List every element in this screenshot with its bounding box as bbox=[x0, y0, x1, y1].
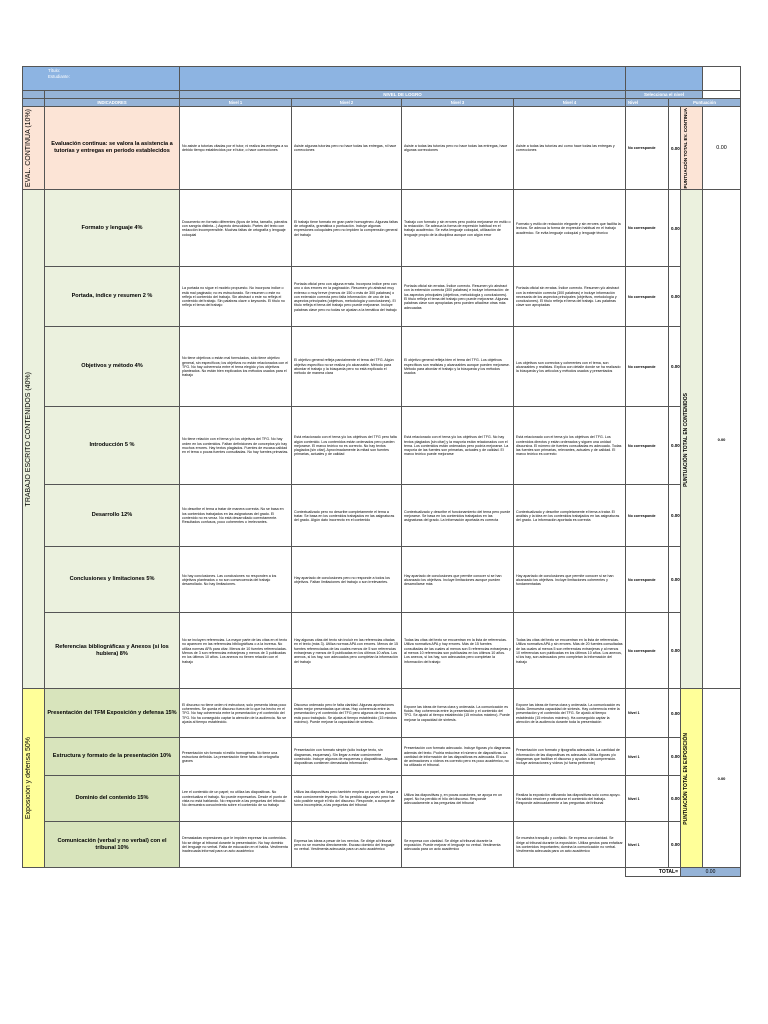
title-student-cell bbox=[23, 67, 180, 91]
level-select[interactable]: No corresponde bbox=[626, 485, 669, 547]
indicadores-header: INDICADORES bbox=[45, 99, 180, 107]
total-eval-label-cell bbox=[681, 107, 703, 190]
criterion-cell: Portada, índice y resumen 2 % bbox=[45, 267, 180, 327]
total-exposicion-value: 0.00 bbox=[703, 689, 741, 868]
criterion-cell: Presentación del TFM Exposición y defensa 15% bbox=[45, 689, 180, 738]
criterion-cell: Formato y lenguaje 4% bbox=[45, 190, 180, 267]
level-2-cell: Expresa las ideas a pesar de los nervios. Se dirige al tribunal pero no se muestra directamente. Escaso dominio del lenguaje no verbal. Vestimenta adecuada para un acto académico bbox=[292, 822, 402, 868]
total-contenidos-value: 0.00 bbox=[703, 190, 741, 689]
level-4-cell: Expone las ideas de forma clara y ordenada. La comunicación es fluida. Demuestra capacidad de síntesis. Hay coherencia entre la presentación y el contenido del TFG. Se ajustó al tiempo establecido (15 minutos máximo). Ha conseguido captar la atención de la audiencia durante toda la presentación bbox=[514, 689, 626, 738]
header-spacer bbox=[626, 67, 703, 91]
level-4-cell: Hay apartado de conclusiones que permite conocer si se han alcanzado los objetivos. Incluye limitaciones coherentes y fundamentadas bbox=[514, 547, 626, 613]
indicadores-spacer bbox=[45, 91, 180, 99]
total-eval-label: PUNTUACIÓN TOTAL EV. CONTINUA bbox=[683, 108, 688, 189]
level-3-cell: Contextualizado y describe el funcionamiento del tema pero puede mejorarse. Se basa en los contenidos trabajados en las asignaturas del grado. La información aportada es correcta bbox=[402, 485, 514, 547]
level-4-cell: Contextualizado y describe completamente el tema a tratar. El análisis y la idea en los contenidos trabajados en las asignaturas del grado. La información aportada es correcta bbox=[514, 485, 626, 547]
title-value-field[interactable] bbox=[180, 67, 626, 91]
level-4-cell: Realiza la exposición utilizando las diapositivas solo como apoyo. Ha sabido resolver y estructurar el contenido del trabajo. Responde adecuadamente a las preguntas del tribunal bbox=[514, 776, 626, 822]
level-select[interactable]: No corresponde bbox=[626, 107, 669, 190]
level-1-cell: No hay conclusiones. Las conclusiones no responden a los objetivos planteados o no son consecuencia del trabajo desarrollado. No hay limitaciones. bbox=[180, 547, 292, 613]
level-2-cell: Está relacionado con el tema y/o los objetivos del TFG pero falta algún contenido. Los contenidos están ordenados pero pueden mejorarse. El marco teórico no es correcto. No hay textos plagiados [sin citar]. Aproximadamente la mitad son fuentes primarias, actuales y de calidad bbox=[292, 407, 402, 485]
total-label: TOTAL= bbox=[626, 868, 681, 877]
rubric-sheet bbox=[22, 66, 740, 877]
total-value: 0.00 bbox=[681, 868, 741, 877]
row-score: 0.00 bbox=[669, 327, 681, 407]
level-1-cell: Presentación sin formato ni estilo homogéneo. No tiene una estructura definida. La presentación tiene faltas de ortografía graves bbox=[180, 738, 292, 776]
section-exposicion bbox=[23, 689, 45, 868]
total-eval-value: 0.00 bbox=[703, 107, 741, 190]
section-exposicion-label: Exposición y defensa 50% bbox=[25, 737, 32, 820]
row-score: 0.00 bbox=[669, 689, 681, 738]
level-4-cell: Se muestra tranquilo y confiado. Se expresa con claridad. Se dirige al tribunal durante la exposición. Utiliza gestos para enfatizar los contenidos importantes; domina la comunicación no verbal. Vestimenta adecuada para un acto académico bbox=[514, 822, 626, 868]
level-2-cell: Utiliza las diapositivas pero también emplea un papel, sin llegar a estar comúnmente leyendo. Se ha perdido alguna vez pero ha sido posible seguir el hilo del discurso. Responde, a aunque de forma incompleta, a las preguntas del tribunal bbox=[292, 776, 402, 822]
level-2-cell: Hay apartado de conclusiones pero no responde a todos los objetivos. Faltan limitaciones del trabajo o son irrelevantes. bbox=[292, 547, 402, 613]
level-select[interactable]: Nivel 1 bbox=[626, 689, 669, 738]
level-3-cell: Asiste a todas las tutorías pero no hace todas las entregas, hace algunas correcciones bbox=[402, 107, 514, 190]
row-score: 0.00 bbox=[669, 776, 681, 822]
row-score: 0.00 bbox=[669, 485, 681, 547]
level-3-cell: Portada oficial sin erratas. Índice correcto. Resumen y/o abstract con la extensión correcta (300 palabras) e incluye información: de los aspectos principales (objetivos, metodología y conclusiones). El título refleja el tema del trabajo pero puede mejorarse. Algunas palabras clave son apropiadas pero pueden añadirse otras más adecuadas bbox=[402, 267, 514, 327]
level-2-cell: Presentación con formato simple (sólo incluye texto, sin diagramas, esquemas). Sin llegar a estar comúnmente construido. Incluye algunos de esquemas y diapositivas. Algunas diapositivas contienen demasiada información bbox=[292, 738, 402, 776]
total-contenidos-label: PUNTUACIÓN TOTAL EN CONTENIDOS bbox=[683, 392, 689, 487]
level-1-cell: No tiene objetivos o están mal formulados, sólo tiene objetivo general, sin específicos; los objetivos no están relacionados con el TFG. No hay coherencia entre el tema elegido y los objetivos planteados. No están bien explicados los métodos usados para el trabajo bbox=[180, 327, 292, 407]
level-select[interactable]: Nivel 1 bbox=[626, 776, 669, 822]
selecciona-nivel-header: Selecciona el nivel bbox=[626, 91, 703, 99]
level-3-cell: Se expresa con claridad. Se dirige al tribunal durante la exposición. Puede mejorar el lenguaje no verbal. Vestimenta adecuada para un acto académico bbox=[402, 822, 514, 868]
level-1-cell: El discurso no tiene orden ni estructura; solo presenta ideas poco coherentes. Se queda el discurso fuera de lo que ha hecho en el TFG. No hay coherencia entre la presentación y el contenido del TFG. No ha conseguido captar la atención de la audiencia. No se ajusta al tiempo establecido. bbox=[180, 689, 292, 738]
total-exposicion-label: PUNTUACIÓN TOTAL EN EXPOSICIÓN bbox=[683, 732, 689, 825]
level-2-cell: El objetivo general refleja parcialmente el tema del TFG. Algún objetivo específico no se realiza y/o alcanzable. Método para abordar el trabajo y la búsqueda pero no está explicado el método de manera clara bbox=[292, 327, 402, 407]
level-1-cell: No asiste a tutorías citadas por el tutor, ni realiza las entregas a su debido tiempo establecidos por el tutor, o hace correcciones bbox=[180, 107, 292, 190]
level-4-cell: Formato y estilo de redacción elegante y sin errores que facilita la lectura. Se adecua la forma de expresión habitual en el trabajo académico. Se evita lenguaje coloquial y lenguaje técnico bbox=[514, 190, 626, 267]
level-3-cell: Utiliza las diapositivas y, en pocas ocasiones, se apoya en un papel. No ha perdido el hilo del discurso. Responde adecuadamente a las preguntas del tribunal bbox=[402, 776, 514, 822]
row-score: 0.00 bbox=[669, 407, 681, 485]
header-blank-2 bbox=[703, 91, 741, 99]
level-1-cell: La portada no sigue el modelo propuesto. No incorpora índice o está mal paginado; no es estructurado. Se resumen o este no refleja el contenido del trabajo. Sin abstract o este no refleja el contenido del trabajo. Sin palabras clave o keywords. El título no refleja el tema del trabajo bbox=[180, 267, 292, 327]
criterion-cell: Comunicación (verbal y no verbal) con el tribunal 10% bbox=[45, 822, 180, 868]
criterion-cell: Evaluación continua: se valora la asistencia a tutorías y entregas en período establecidos bbox=[45, 107, 180, 190]
row-score: 0.00 bbox=[669, 267, 681, 327]
level-2-cell: Portada oficial pero con alguna errata. Incorpora índice pero con uno o dos errores en la paginación. Resumen y/o abstract muy extenso o muy breve (menos de 150 o más de 300 palabras) o con extensión correcta pero falta información: de uno de los aspectos principales (objetivos, metodología y conclusiones). El título refleja el tema del trabajo pero puede mejorarse. Incluye palabras clave pero no todas se ajustan a la temática del trabajo bbox=[292, 267, 402, 327]
level-4-cell: Está relacionado con el tema y/o los objetivos del TFG. Los contenidos directos y están ordenados y siguen una unidad discursiva. El número de fuentes consultadas es adecuado. Todas las fuentes son primarias, relevantes, actuales y de calidad. El marco teórico es correcto bbox=[514, 407, 626, 485]
row-score: 0.00 bbox=[669, 190, 681, 267]
section-eval-continua bbox=[23, 107, 45, 190]
criterion-cell: Estructura y formato de la presentación 10% bbox=[45, 738, 180, 776]
header-blank bbox=[703, 67, 741, 91]
level-select[interactable]: Nivel 1 bbox=[626, 738, 669, 776]
section-trabajo-label: TRABAJO ESCRITO CONTENIDOS (40%) bbox=[25, 372, 32, 507]
level-2-cell: Hay algunas citas del texto sin incluir en las referencias citadas en el texto (más 3). Utiliza normas APA con errores. Menos de 15 fuentes referenciadas de las cuales menos de 5 son referencias extranjeras y menos de 5 publicadas en los últimos 10 años. Los anexos, si los hay, son adecuados pero completan la información del trabajo bbox=[292, 613, 402, 689]
level-3-cell: Hay apartado de conclusiones que permite conocer si se han alcanzado los objetivos. Incluye limitaciones aunque pueden desarrollarse más bbox=[402, 547, 514, 613]
row-score: 0.00 bbox=[669, 738, 681, 776]
row-score: 0.00 bbox=[669, 547, 681, 613]
estudiante-label: Estudiante: bbox=[48, 74, 70, 79]
titulo-label: Título: bbox=[48, 68, 61, 73]
criterion-cell: Objetivos y método 4% bbox=[45, 327, 180, 407]
total-row-spacer bbox=[23, 868, 626, 877]
level-select[interactable]: No corresponde bbox=[626, 190, 669, 267]
level-4-cell: Presentación con formato y tipografía adecuados. La cantidad de información de las diapositivas es adecuada. Utiliza figuras y/o diagramas que facilitan el discurso y ayudan a la comprensión. Incluye animaciones y vídeos (si fuera pertinente) bbox=[514, 738, 626, 776]
corner-cell bbox=[23, 91, 45, 99]
level-1-cell: No se incluyen referencias. La mayor parte de las citas en el texto no aparecen en las referencias bibliográficas o a la inversa. No utiliza normas APA para citar. Menos de 10 fuentes referenciadas. Menos de 3 son referencias extranjeras y menos de 3 publicadas en los últimos 10 años. Los anexos no tienen relación con el trabajo bbox=[180, 613, 292, 689]
level-select[interactable]: No corresponde bbox=[626, 267, 669, 327]
level-1-cell: Lee el contenido de un papel; no utiliza las diapositivas. No contextualiza el trabajo. No puede expresarlos. Desde el punto de vista no está hablando. No responde a las preguntas del tribunal. No demuestra conocimiento sobre el contenido de su trabajo bbox=[180, 776, 292, 822]
level-1-cell: No tiene relación con el tema y/o los objetivos del TFG. No hay orden en los contenidos. Faltan definiciones de conceptos y/o hay muchos errores. Hay textos plagiados. Fuentes de escasa calidad en el tema o pocas fuentes consultadas. No hay fuentes primarias. bbox=[180, 407, 292, 485]
level-2-cell: Discurso ordenado pero le falta claridad. Algunas aportaciones están mejor presentadas que otras. Hay coherencia entre la presentación y el contenido del TFG pero algunos de los puntos está poco trabajado. Se ajusta al tiempo establecido (15 minutos máximo). Puede mejorar la capacidad de síntesis. bbox=[292, 689, 402, 738]
nivel-2-header: Nivel 2 bbox=[292, 99, 402, 107]
nivel-logro-header: NIVEL DE LOGRO bbox=[180, 91, 626, 99]
level-2-cell: Asiste algunas tutorías pero no hace todas las entregas, ni hace correcciones bbox=[292, 107, 402, 190]
nivel-3-header: Nivel 3 bbox=[402, 99, 514, 107]
level-3-cell: El objetivo general refleja bien el tema del TFG. Los objetivos específicos son realistas y alcanzables aunque pueden mejorarse. Método para abordar el trabajo y la búsqueda y los métodos usados bbox=[402, 327, 514, 407]
level-select[interactable]: No corresponde bbox=[626, 547, 669, 613]
row-score: 0.00 bbox=[669, 613, 681, 689]
criterion-cell: Introducción 5 % bbox=[45, 407, 180, 485]
level-4-cell: Portada oficial sin erratas. Índice correcto. Resumen y/o abstract con la extensión correcta (300 palabras) e incluye información necesaria de los aspectos principales (objetivos, metodología y conclusiones). El título refleja el tema del trabajo. Las palabras clave son apropiadas bbox=[514, 267, 626, 327]
nivel-col-header: Nivel bbox=[626, 99, 669, 107]
criterion-cell: Dominio del contenido 15% bbox=[45, 776, 180, 822]
section-trabajo-escrito bbox=[23, 190, 45, 689]
level-4-cell: Asiste a todas las tutorías así como hace todas las entregas y correcciones bbox=[514, 107, 626, 190]
total-exposicion-label-cell bbox=[681, 689, 703, 868]
criterion-cell: Desarrollo 12% bbox=[45, 485, 180, 547]
level-select[interactable]: No corresponde bbox=[626, 613, 669, 689]
level-1-cell: Documento en formato diferentes (tipos de letra, tamaño, párrafos con sangría distinta...) Aspecto descuidado. Partes del texto con redacción incomprensible. Muchas faltas de ortografía y lenguaje coloquial bbox=[180, 190, 292, 267]
level-3-cell: Trabajo con formato y sin errores pero podría mejorarse en estilo o la redacción. Se adecua la forma de expresión habitual en el trabajo académico. Se evita lenguaje coloquial, utilización de lenguaje propio de la disciplina aunque con algún error bbox=[402, 190, 514, 267]
level-select[interactable]: No corresponde bbox=[626, 327, 669, 407]
level-4-cell: Los objetivos son correctos y coherentes con el tema, son alcanzables y realistas. Explica con detalle donde se ha realizado la búsqueda y los artículos y métodos usados y presentados bbox=[514, 327, 626, 407]
level-2-cell: Contextualizado pero no describe completamente el tema a tratar. Se basa en los contenidos trabajados en las asignaturas del grado. Algún dato incorrecto en el contenido bbox=[292, 485, 402, 547]
criterion-cell: Conclusiones y limitaciones 5% bbox=[45, 547, 180, 613]
level-1-cell: No describe el tema a tratar de manera correcta. No se basa en los contenidos trabajados en las asignaturas del grado. El contenido no es veraz. No está desarrollado correctamente. Resultados confusos, poco coherentes o irrelevantes. bbox=[180, 485, 292, 547]
level-3-cell: Expone las ideas de forma clara y ordenada. La comunicación es fluida. Hay coherencia entre la presentación y el contenido del TFG. Se ajustó al tiempo establecido (15 minutos máximo). Puede mejorar la capacidad de síntesis. bbox=[402, 689, 514, 738]
row-score: 0.00 bbox=[669, 822, 681, 868]
level-4-cell: Todas las citas del texto se encuentran en la lista de referencias. Utiliza normativa APA y sin errores. Más de 20 fuentes consultadas de las cuales al menos 5 son referencias extranjeras y al menos 10 referencias son publicadas en los últimos 10 años. Los anexos, si los hay, son adecuados pero completan la información del trabajo bbox=[514, 613, 626, 689]
puntuacion-header: Puntuación bbox=[669, 99, 741, 107]
total-contenidos-label-cell bbox=[681, 190, 703, 689]
level-1-cell: Demasiadas expresiones que le impiden expresar los contenidos. No se dirige al tribunal durante la presentación. No hay dominio del lenguaje no verbal. Falta de educación en el habla. Vestimenta inadecuada informal para un acto académico bbox=[180, 822, 292, 868]
level-3-cell: Presentación con formato adecuado. Incluye figuras y/o diagramas además del texto. Podría reducirse el número de diapositivas. La cantidad de información de las diapositivas es adecuada. El uso de animaciones o vídeos es correcto pero es poco académico, no ha utilizado el tribunal. bbox=[402, 738, 514, 776]
level-2-cell: El trabajo tiene formato en gran parte homogéneo. Algunas faltas de ortografía, gramática o puntuación. Incluye algunas expresiones coloquiales pero no impiden la comprensión general del trabajo bbox=[292, 190, 402, 267]
level-3-cell: Está relacionado con el tema y/o los objetivos del TFG. No hay textos plagiados [sin citar] y la mayoría están relacionados con el tema. Los contenidos están ordenados pero podría mejorarse. La mayoría de las fuentes son primarias, actuales y de calidad. El marco teórico puede mejorarse bbox=[402, 407, 514, 485]
rubric-table bbox=[22, 66, 741, 877]
level-3-cell: Todas las citas del texto se encuentran en la lista de referencias. Utiliza normativa APA y hay errores. Más de 15 fuentes consultadas de las cuales al menos son 5 referencias extranjeras y al menos 10 referencias son publicadas en los últimos 10 años. Los anexos, si los hay, son adecuados pero completan la información del trabajo bbox=[402, 613, 514, 689]
corner-cell-2 bbox=[23, 99, 45, 107]
criterion-cell: Referencias bibliográficas y Anexos (si los hubiera) 8% bbox=[45, 613, 180, 689]
section-eval-label: EVAL. CONTINUA (10%) bbox=[25, 109, 32, 188]
nivel-1-header: Nivel 1 bbox=[180, 99, 292, 107]
level-select[interactable]: No corresponde bbox=[626, 407, 669, 485]
nivel-4-header: Nivel 4 bbox=[514, 99, 626, 107]
level-select[interactable]: Nivel 1 bbox=[626, 822, 669, 868]
row-score: 0.00 bbox=[669, 107, 681, 190]
